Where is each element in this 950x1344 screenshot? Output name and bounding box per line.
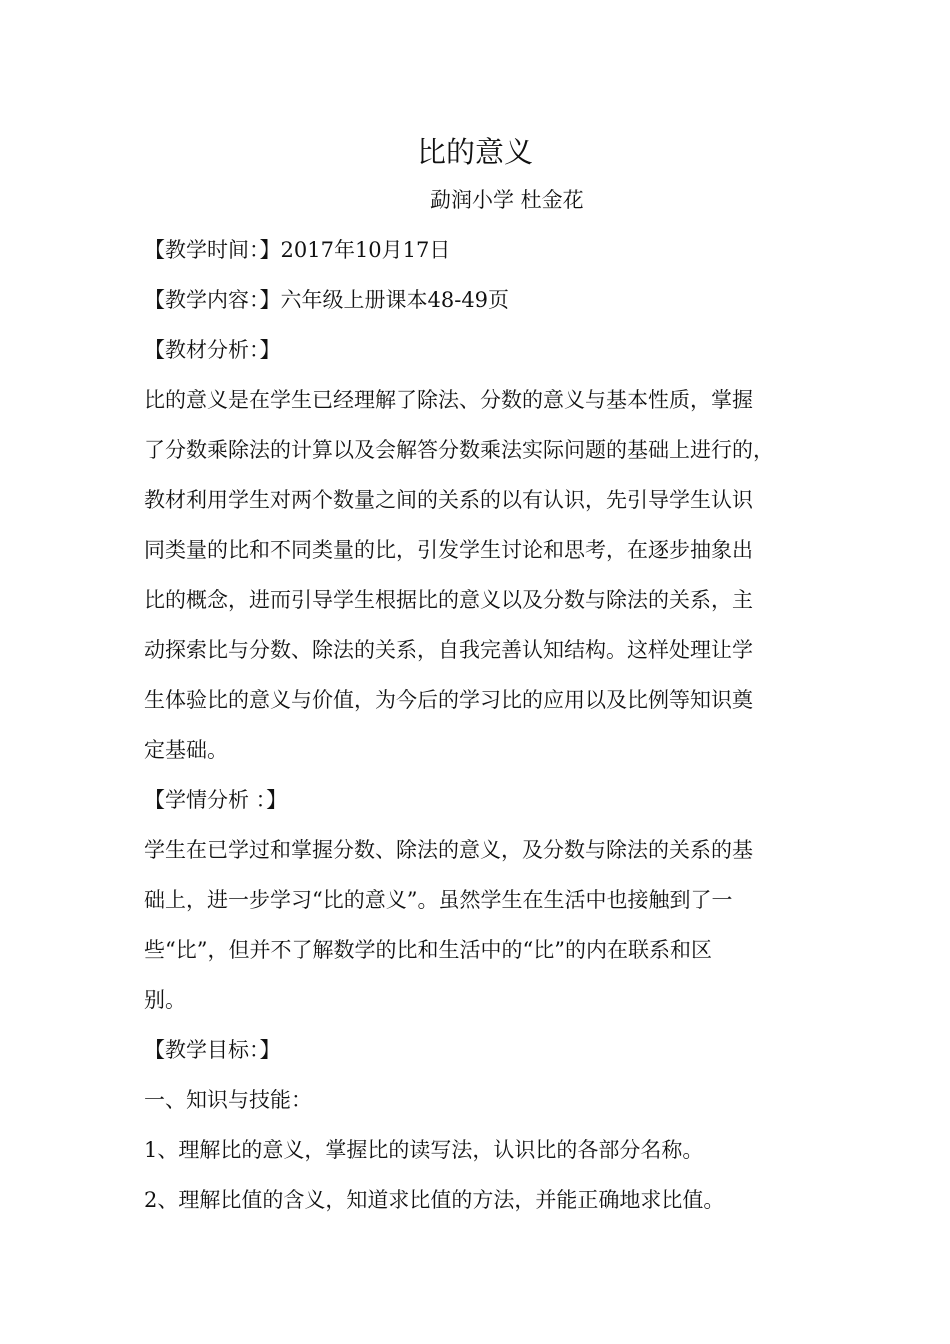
document-title: 比的意义 — [416, 135, 533, 169]
document-author: 勐润小学 杜金花 — [430, 188, 584, 212]
paragraph-line: 生体验比的意义与价值，为今后的学习比的应用以及比例等知识奠 — [144, 688, 753, 712]
paragraph-line: 础上，进一步学习“比的意义”。虽然学生在生活中也接触到了一 — [144, 888, 733, 912]
goal-item: 2、理解比值的含义，知道求比值的方法，并能正确地求比值。 — [144, 1188, 725, 1212]
paragraph-line: 学生在已学过和掌握分数、除法的意义，及分数与除法的关系的基 — [144, 838, 753, 862]
goal-item: 1、理解比的意义，掌握比的读写法，认识比的各部分名称。 — [144, 1138, 704, 1162]
paragraph-line: 了分数乘除法的计算以及会解答分数乘法实际问题的基础上进行的， — [144, 438, 774, 462]
paragraph-line: 定基础。 — [144, 738, 228, 762]
paragraph-line: 别。 — [144, 988, 186, 1012]
paragraph-line: 些“比”，但并不了解数学的比和生活中的“比”的内在联系和区 — [144, 938, 712, 962]
paragraph-line: 比的概念，进而引导学生根据比的意义以及分数与除法的关系，主 — [144, 588, 753, 612]
material-analysis-heading: 【教材分析：】 — [144, 338, 281, 362]
teaching-time-line: 【教学时间：】2017年10月17日 — [144, 238, 451, 262]
teaching-goals-heading: 【教学目标：】 — [144, 1038, 281, 1062]
document-body — [144, 232, 834, 1232]
paragraph-line: 比的意义是在学生已经理解了除法、分数的意义与基本性质，掌握 — [144, 388, 753, 412]
teaching-content-line: 【教学内容：】六年级上册课本48-49页 — [144, 288, 510, 312]
learner-analysis-heading: 【学情分析 ：】 — [144, 788, 288, 812]
knowledge-skills-heading: 一、知识与技能： — [144, 1088, 312, 1112]
paragraph-line: 同类量的比和不同类量的比，引发学生讨论和思考，在逐步抽象出 — [144, 538, 753, 562]
paragraph-line: 教材利用学生对两个数量之间的关系的以有认识，先引导学生认识 — [144, 488, 753, 512]
paragraph-line: 动探索比与分数、除法的关系，自我完善认知结构。这样处理让学 — [144, 638, 753, 662]
